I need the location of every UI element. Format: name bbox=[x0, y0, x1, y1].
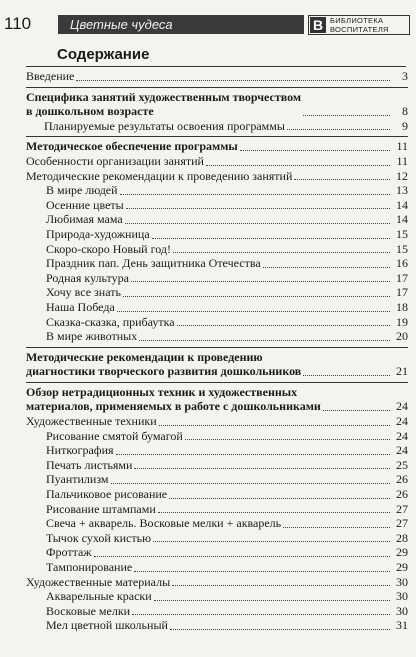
toc-entry bbox=[26, 227, 408, 242]
toc-entry-page: 16 bbox=[396, 256, 408, 271]
toc-entry-label: Методические рекомендации к проведению занятий bbox=[26, 168, 293, 183]
toc-entry-page: 18 bbox=[396, 299, 408, 314]
toc-entry-label: В мире животных bbox=[46, 329, 138, 344]
logo-line-1: БИБЛИОТЕКА bbox=[330, 16, 384, 25]
toc-entry bbox=[26, 285, 408, 300]
toc-entry-label: Методическое обеспечение программы bbox=[26, 139, 238, 154]
toc-entry-label: Художественные материалы bbox=[26, 574, 171, 589]
toc-entry-label: Акварельные краски bbox=[46, 589, 152, 604]
toc-entry-label: Печать листьями bbox=[46, 457, 133, 472]
leader-dots bbox=[76, 80, 390, 81]
toc-entry bbox=[26, 604, 408, 619]
toc-entry bbox=[26, 487, 408, 502]
section-divider bbox=[26, 87, 408, 88]
toc-entry-page: 11 bbox=[396, 153, 408, 168]
leader-dots bbox=[287, 129, 390, 130]
leader-dots bbox=[240, 150, 390, 151]
toc-entry-page: 15 bbox=[396, 241, 408, 256]
toc-entry bbox=[26, 443, 408, 458]
toc-entry-page: 29 bbox=[396, 560, 408, 574]
toc-entry bbox=[26, 502, 408, 517]
leader-dots bbox=[172, 585, 390, 586]
toc-entry-page: 27 bbox=[396, 516, 408, 531]
leader-dots bbox=[94, 556, 390, 557]
toc-entry-label: Наша Победа bbox=[46, 299, 115, 314]
series-logo bbox=[308, 15, 410, 35]
toc-entry-label-line-1: Обзор нетрадиционных техник и художественных bbox=[26, 384, 298, 399]
toc-entry-page: 24 bbox=[396, 428, 408, 443]
toc-entry bbox=[26, 183, 408, 198]
toc-entry bbox=[26, 329, 408, 344]
toc-entry bbox=[26, 300, 408, 315]
toc-entry-page: 21 bbox=[396, 364, 408, 379]
toc-entry-page: 17 bbox=[396, 285, 408, 300]
toc-entry-label: Восковые мелки bbox=[46, 603, 131, 618]
toc-entry bbox=[26, 414, 408, 429]
toc-entry-page: 12 bbox=[396, 168, 408, 183]
leader-dots bbox=[206, 165, 390, 166]
toc-section-entry bbox=[26, 350, 408, 379]
leader-dots bbox=[158, 512, 390, 513]
toc-entry-label: В мире людей bbox=[46, 183, 118, 198]
toc-section-entry bbox=[26, 90, 408, 119]
section-divider bbox=[26, 382, 408, 383]
leader-dots bbox=[134, 571, 390, 572]
logo-line-2: ВОСПИТАТЕЛЯ bbox=[330, 24, 389, 34]
toc-entry-page: 11 bbox=[396, 139, 408, 154]
leader-dots bbox=[153, 541, 390, 542]
toc-entry-label: Праздник пап. День защитника Отечества bbox=[46, 256, 261, 271]
leader-dots bbox=[132, 614, 390, 615]
leader-dots bbox=[303, 375, 390, 376]
toc-entry bbox=[26, 154, 408, 169]
toc-entry-label-line-2: в дошкольном возрасте bbox=[26, 104, 154, 119]
toc-entry-label: Любимая мама bbox=[46, 212, 123, 227]
toc-entry-label: Особенности организации занятий bbox=[26, 153, 204, 168]
toc-entry-page: 30 bbox=[396, 603, 408, 618]
toc-entry-label: Тычок сухой кистью bbox=[46, 530, 152, 545]
toc-entry-label-line-1: Методические рекомендации к проведению bbox=[26, 349, 263, 364]
toc-entry-page: 24 bbox=[396, 399, 408, 414]
toc-entry-label-line-2: диагностики творческого развития дошкольников bbox=[26, 364, 302, 379]
toc-entry-page: 30 bbox=[396, 574, 408, 589]
toc-entry bbox=[26, 315, 408, 330]
leader-dots bbox=[139, 340, 390, 341]
toc-section-entry bbox=[26, 385, 408, 414]
toc-entry-page: 13 bbox=[396, 183, 408, 198]
toc-entry-page: 17 bbox=[396, 270, 408, 285]
toc-entry-label: Сказка-сказка, прибаутка bbox=[46, 314, 175, 329]
toc-entry-label: Природа-художница bbox=[46, 226, 150, 241]
toc-entry bbox=[26, 271, 408, 286]
toc-entry bbox=[26, 575, 408, 590]
leader-dots bbox=[131, 281, 390, 282]
toc-entry-label: Введение bbox=[26, 69, 75, 83]
leader-dots bbox=[126, 208, 390, 209]
leader-dots bbox=[283, 527, 390, 528]
toc-entry bbox=[26, 560, 408, 575]
leader-dots bbox=[294, 179, 390, 180]
toc-entry-label: Художественные техники bbox=[26, 414, 157, 429]
toc-entry-page: 25 bbox=[396, 457, 408, 472]
toc bbox=[26, 69, 408, 633]
leader-dots bbox=[169, 498, 390, 499]
toc-entry-label: Тампонирование bbox=[46, 560, 133, 574]
logo-letter: В bbox=[310, 17, 326, 33]
leader-dots bbox=[134, 468, 390, 469]
toc-entry-page: 19 bbox=[396, 314, 408, 329]
toc-entry-page: 14 bbox=[396, 197, 408, 212]
running-title: Цветные чудеса bbox=[58, 15, 304, 34]
toc-entry bbox=[26, 472, 408, 487]
toc-entry-label-line-2: материалов, применяемых в работе с дошкольниками bbox=[26, 399, 321, 414]
toc-entry-page: 20 bbox=[396, 329, 408, 344]
toc-entry-label: Пальчиковое рисование bbox=[46, 487, 168, 502]
toc-entry-label bbox=[26, 350, 301, 379]
toc-entry-label bbox=[26, 385, 321, 414]
toc-entry-label: Хочу все знать bbox=[46, 285, 121, 300]
section-divider bbox=[26, 347, 408, 348]
toc-entry-page: 27 bbox=[396, 501, 408, 516]
toc-entry bbox=[26, 242, 408, 257]
toc-entry bbox=[26, 198, 408, 213]
leader-dots bbox=[173, 252, 390, 253]
toc-entry-label-line-1: Специфика занятий художественным творчеством bbox=[26, 89, 302, 104]
toc-entry-label: Рисование смятой бумагой bbox=[46, 428, 183, 443]
toc-entry-page: 30 bbox=[396, 589, 408, 604]
toc-entry bbox=[26, 256, 408, 271]
toc-entry-label: Родная культура bbox=[46, 270, 129, 285]
toc-entry bbox=[26, 516, 408, 531]
toc-title: Содержание bbox=[57, 46, 150, 63]
toc-entry-label: Фроттаж bbox=[46, 545, 92, 560]
toc-entry bbox=[26, 119, 408, 134]
toc-entry-page: 24 bbox=[396, 443, 408, 458]
leader-dots bbox=[120, 194, 390, 195]
toc-entry-page: 24 bbox=[396, 414, 408, 429]
toc-entry-label: Скоро-скоро Новый год! bbox=[46, 241, 171, 256]
leader-dots bbox=[177, 325, 390, 326]
toc-entry bbox=[26, 429, 408, 444]
leader-dots bbox=[111, 483, 391, 484]
leader-dots bbox=[152, 238, 390, 239]
toc-entry-label: Планируемые результаты освоения программы bbox=[44, 118, 285, 133]
toc-entry-label bbox=[26, 90, 301, 119]
toc-entry bbox=[26, 531, 408, 546]
toc-section-entry bbox=[26, 139, 408, 154]
toc-entry-label: Свеча + акварель. Восковые мелки + акварель bbox=[46, 516, 282, 531]
toc-entry-page: 28 bbox=[396, 530, 408, 545]
leader-dots bbox=[117, 311, 390, 312]
leader-dots bbox=[123, 296, 390, 297]
toc-entry bbox=[26, 169, 408, 184]
logo-text bbox=[330, 17, 389, 34]
leader-dots bbox=[323, 410, 390, 411]
toc-entry-label: Ниткография bbox=[46, 443, 114, 458]
toc-entry-page: 31 bbox=[396, 618, 408, 633]
leader-dots bbox=[263, 267, 390, 268]
toc-entry-label: Пуантилизм bbox=[46, 472, 109, 487]
leader-dots bbox=[154, 600, 390, 601]
toc-entry-label: Мел цветной школьный bbox=[46, 618, 168, 633]
leader-dots bbox=[303, 115, 390, 116]
toc-entry bbox=[26, 212, 408, 227]
toc-entry-page: 26 bbox=[396, 472, 408, 487]
toc-entry-page: 14 bbox=[396, 212, 408, 227]
toc-entry bbox=[26, 589, 408, 604]
leader-dots bbox=[170, 629, 390, 630]
toc-entry-page: 15 bbox=[396, 226, 408, 241]
leader-dots bbox=[116, 454, 390, 455]
toc-entry bbox=[26, 618, 408, 633]
toc-entry-page: 26 bbox=[396, 487, 408, 502]
section-divider bbox=[26, 136, 408, 137]
toc-entry-label: Осенние цветы bbox=[46, 197, 124, 212]
leader-dots bbox=[185, 439, 390, 440]
toc-entry-page: 8 bbox=[402, 104, 408, 119]
toc-entry-page: 3 bbox=[402, 69, 408, 83]
leader-dots bbox=[159, 425, 390, 426]
toc-entry bbox=[26, 69, 408, 84]
toc-entry-page: 9 bbox=[402, 118, 408, 133]
toc-entry-label: Рисование штампами bbox=[46, 501, 156, 516]
toc-entry bbox=[26, 458, 408, 473]
toc-title-rule bbox=[26, 66, 406, 67]
toc-entry bbox=[26, 545, 408, 560]
page-number: 110 bbox=[4, 14, 32, 33]
toc-entry-page: 29 bbox=[396, 545, 408, 560]
leader-dots bbox=[125, 223, 390, 224]
